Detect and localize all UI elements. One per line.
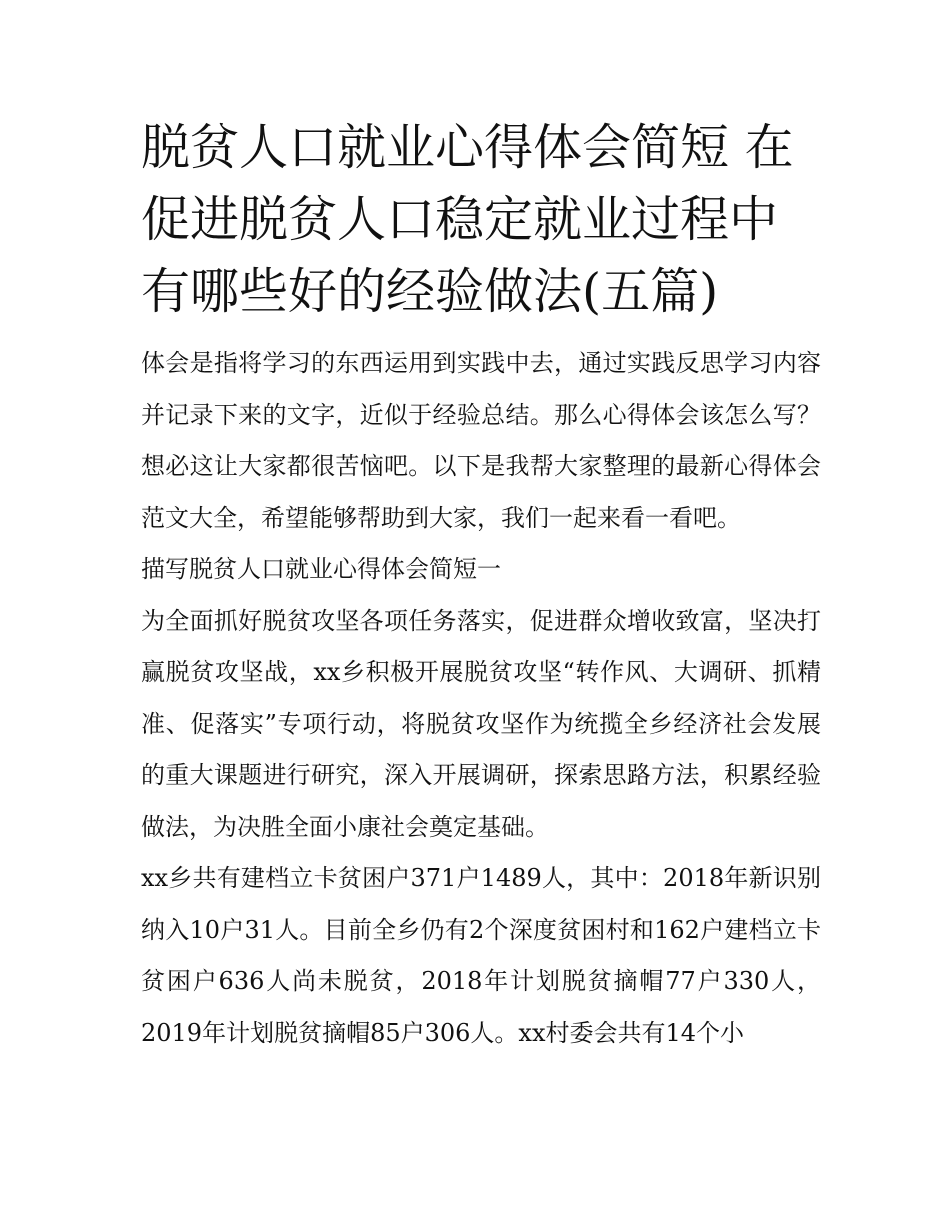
body-paragraph: 为全面抓好脱贫攻坚各项任务落实，促进群众增收致富，坚决打赢脱贫攻坚战，xx乡积极开展脱贫攻坚“转作风、大调研、抓精准、促落实”专项行动，将脱贫攻坚作为统揽全乡经济社会发展的重大课题进行研究，深入开展调研，探索思路方法，积累经验做法，为决胜全面小康社会奠定基础。: [141, 606, 821, 841]
body-paragraph: xx乡共有建档立卡贫困户371户1489人，其中：2018年新识别纳入10户31人。目前全乡仍有2个深度贫困村和162户建档立卡贫困户636人尚未脱贫，2018年计划脱贫摘帽77户330人，2019年计划脱贫摘帽85户306人。xx村委会共有14个小: [141, 864, 821, 1047]
document-body: [141, 338, 821, 1059]
section-heading: 描写脱贫人口就业心得体会简短一: [141, 555, 501, 583]
document-title: 脱贫人口就业心得体会简短 在促进脱贫人口稳定就业过程中有哪些好的经验做法(五篇): [141, 119, 794, 320]
document-page: [141, 112, 821, 1059]
intro-paragraph: 体会是指将学习的东西运用到实践中去，通过实践反思学习内容并记录下来的文字，近似于经验总结。那么心得体会该怎么写？想必这让大家都很苦恼吧。以下是我帮大家整理的最新心得体会范文大全，希望能够帮助到大家，我们一起来看一看吧。: [141, 349, 821, 532]
